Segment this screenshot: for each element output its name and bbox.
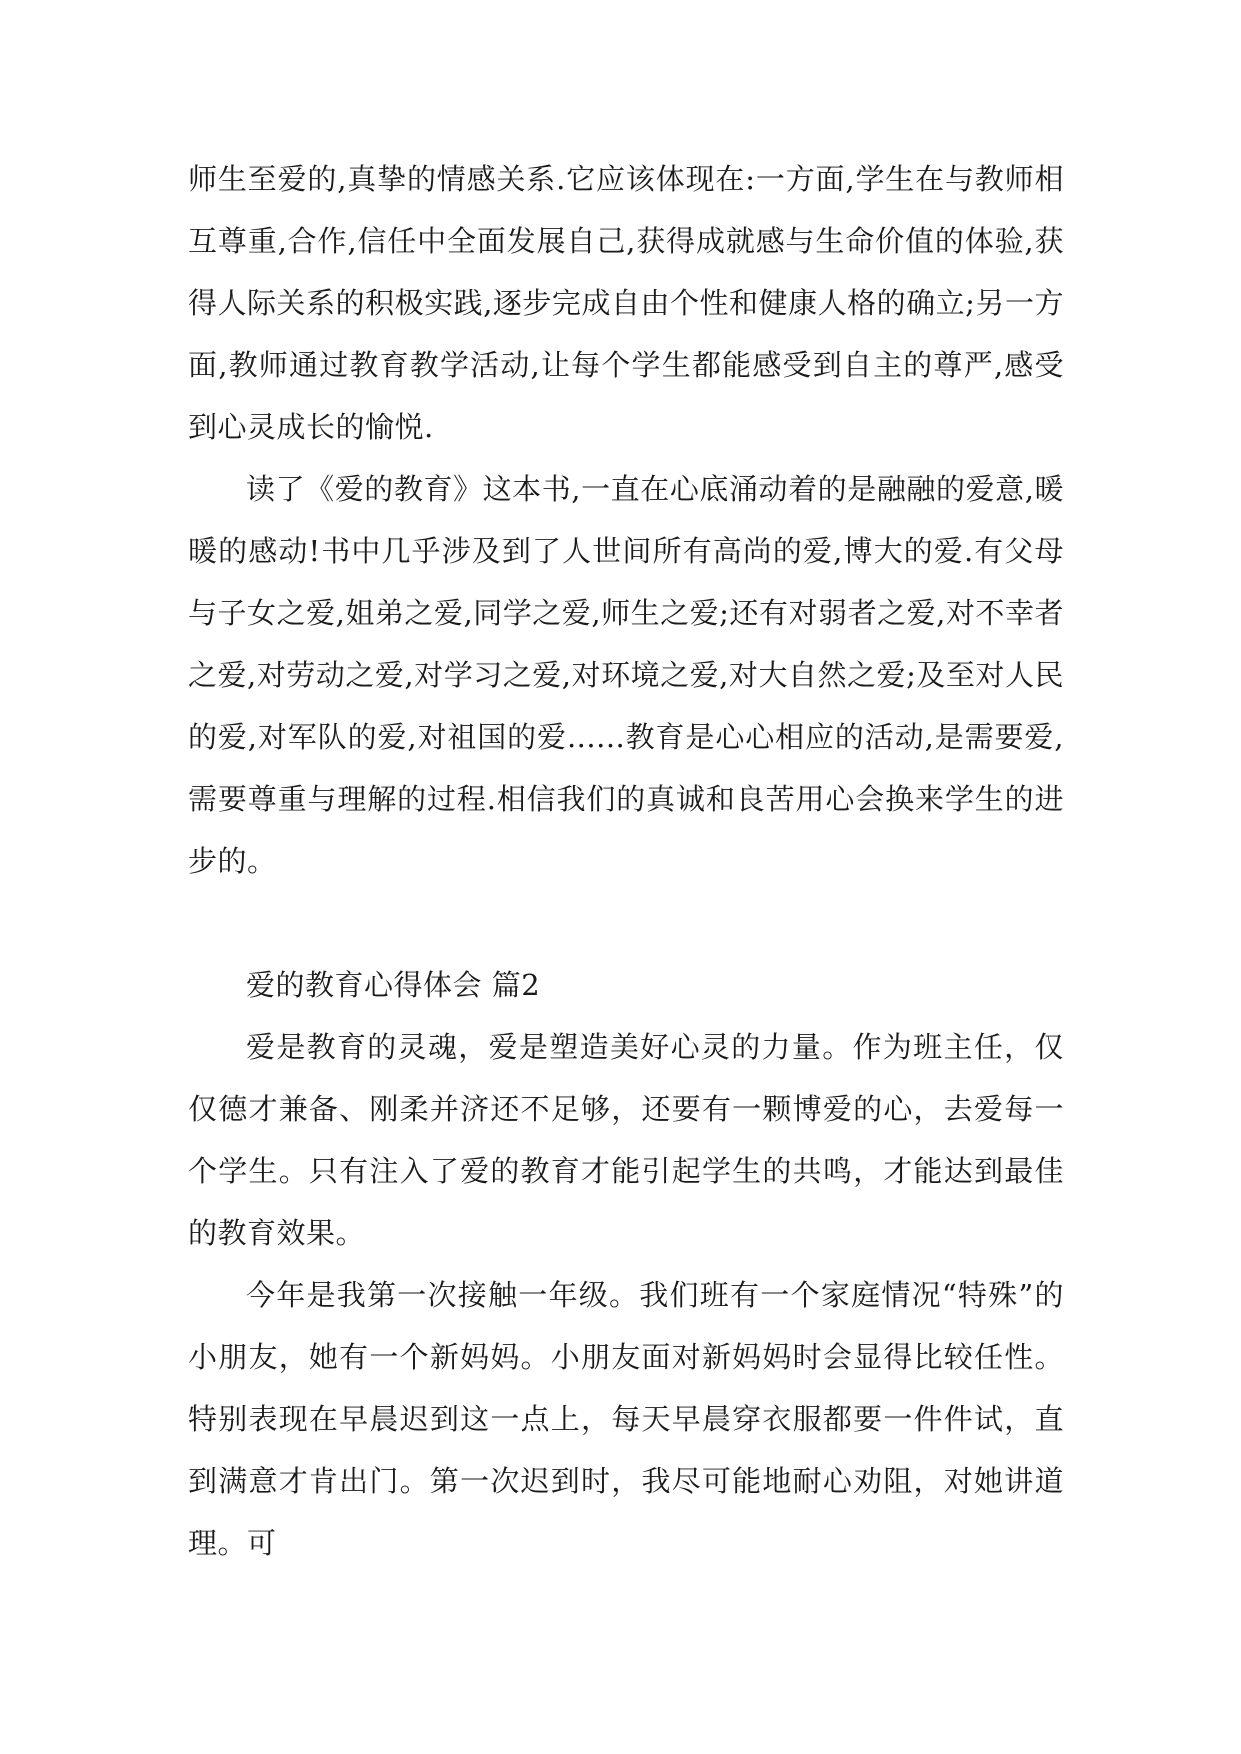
body-paragraph: 读了《爱的教育》这本书,一直在心底涌动着的是融融的爱意,暖暖的感动!书中几乎涉及到了人世间所有高尚的爱,博大的爱.有父母与子女之爱,姐弟之爱,同学之爱,师生之爱;还有对弱者之爱,对不幸者之爱,对劳动之爱,对学习之爱,对环境之爱,对大自然之爱;及至对人民的爱,对军队的爱,对祖国的爱......教育是心心相应的活动,是需要爱,需要尊重与理解的过程.相信我们的真诚和良苦用心会换来学生的进步的。: [188, 472, 1064, 878]
body-paragraph: 爱是教育的灵魂，爱是塑造美好心灵的力量。作为班主任，仅仅德才兼备、刚柔并济还不足够，还要有一颗博爱的心，去爱每一个学生。只有注入了爱的教育才能引起学生的共鸣，才能达到最佳的教育效果。: [188, 1030, 1064, 1250]
body-paragraph: 今年是我第一次接触一年级。我们班有一个家庭情况“特殊”的小朋友，她有一个新妈妈。小朋友面对新妈妈时会显得比较任性。特别表现在早晨迟到这一点上，每天早晨穿衣服都要一件件试，直到满意才肯出门。第一次迟到时，我尽可能地耐心劝阻，对她讲道理。可: [188, 1278, 1064, 1560]
document-body: [188, 148, 1064, 1574]
body-paragraph: 师生至爱的,真挚的情感关系.它应该体现在:一方面,学生在与教师相互尊重,合作,信任中全面发展自己,获得成就感与生命价值的体验,获得人际关系的积极实践,逐步完成自由个性和健康人格的确立;另一方面,教师通过教育教学活动,让每个学生都能感受到自主的尊严,感受到心灵成长的愉悦.: [188, 162, 1064, 444]
section-heading: 爱的教育心得体会 篇2: [246, 968, 541, 1002]
